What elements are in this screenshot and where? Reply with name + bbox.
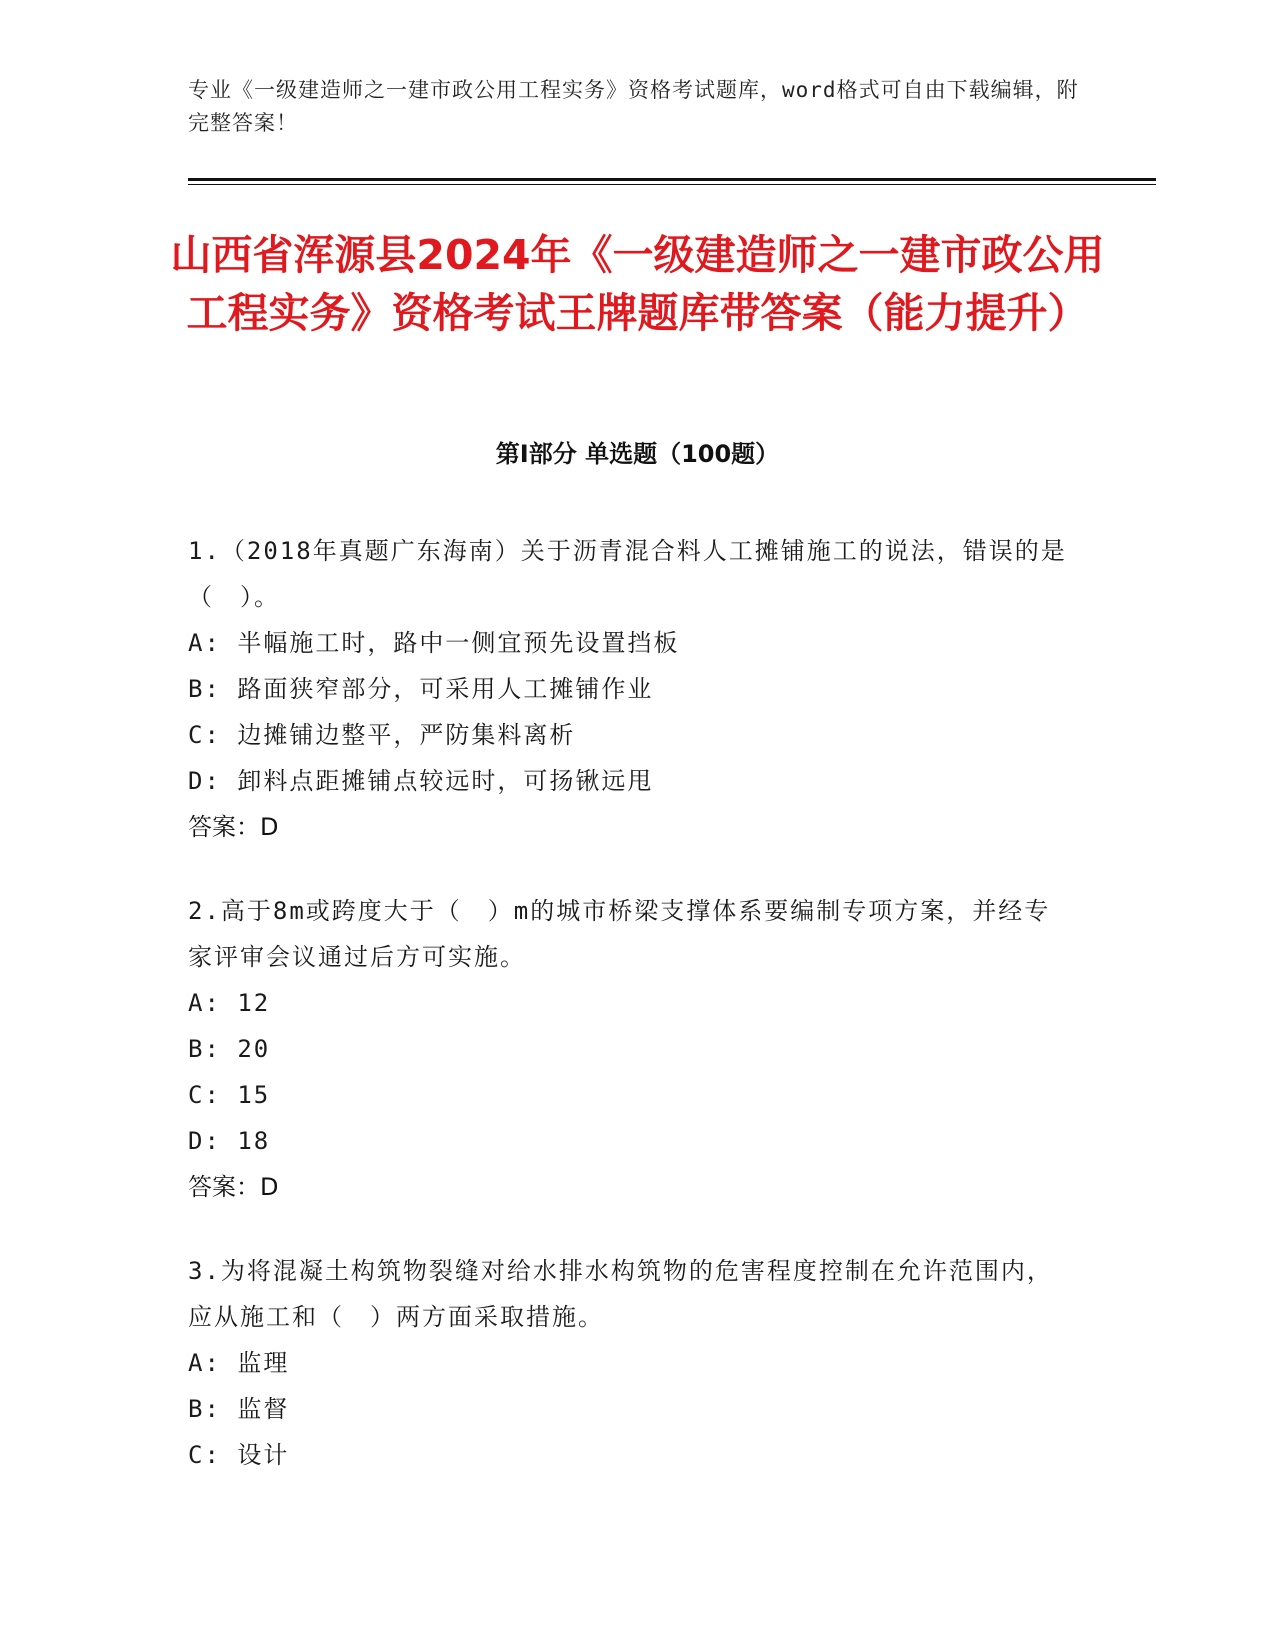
option-d: D: 卸料点距摊铺点较远时，可扬锹远甩: [188, 767, 654, 795]
header-divider-thin: [188, 184, 1156, 185]
option-a: A: 半幅施工时，路中一侧宜预先设置挡板: [188, 629, 680, 657]
option-a: A: 12: [188, 989, 271, 1017]
question-stem: 1.（2018年真题广东海南）关于沥青混合料人工摊铺施工的说法，错误的是（ ）。: [188, 537, 1067, 611]
option-c: C: 边摊铺边整平，严防集料离析: [188, 721, 576, 749]
question-stem: 2.高于8m或跨度大于（ ）m的城市桥梁支撑体系要编制专项方案，并经专家评审会议通过后方可实施。: [188, 897, 1051, 971]
option-c: C: 设计: [188, 1441, 290, 1469]
document-header-note: 专业《一级建造师之一建市政公用工程实务》资格考试题库，word格式可自由下载编辑，附完整答案！: [188, 78, 1079, 135]
option-b: B: 监督: [188, 1395, 290, 1423]
document-title: 山西省浑源县2024年《一级建造师之一建市政公用工程实务》资格考试王牌题库带答案（能力提升）: [170, 231, 1105, 337]
header-divider-thick: [188, 178, 1156, 181]
option-a: A: 监理: [188, 1349, 290, 1377]
option-c: C: 15: [188, 1081, 271, 1109]
question-item: [188, 528, 1068, 850]
section-heading: 第Ⅰ部分 单选题（100题）: [495, 440, 780, 468]
question-stem: 3.为将混凝土构筑物裂缝对给水排水构筑物的危害程度控制在允许范围内，应从施工和（ ）两方面采取措施。: [188, 1257, 1053, 1331]
question-list: [188, 528, 1068, 1516]
answer-line: 答案：D: [188, 813, 279, 841]
question-item: [188, 1248, 1068, 1478]
option-d: D: 18: [188, 1127, 271, 1155]
option-b: B: 路面狭窄部分，可采用人工摊铺作业: [188, 675, 654, 703]
question-item: [188, 888, 1068, 1210]
option-b: B: 20: [188, 1035, 271, 1063]
answer-line: 答案：D: [188, 1173, 279, 1201]
